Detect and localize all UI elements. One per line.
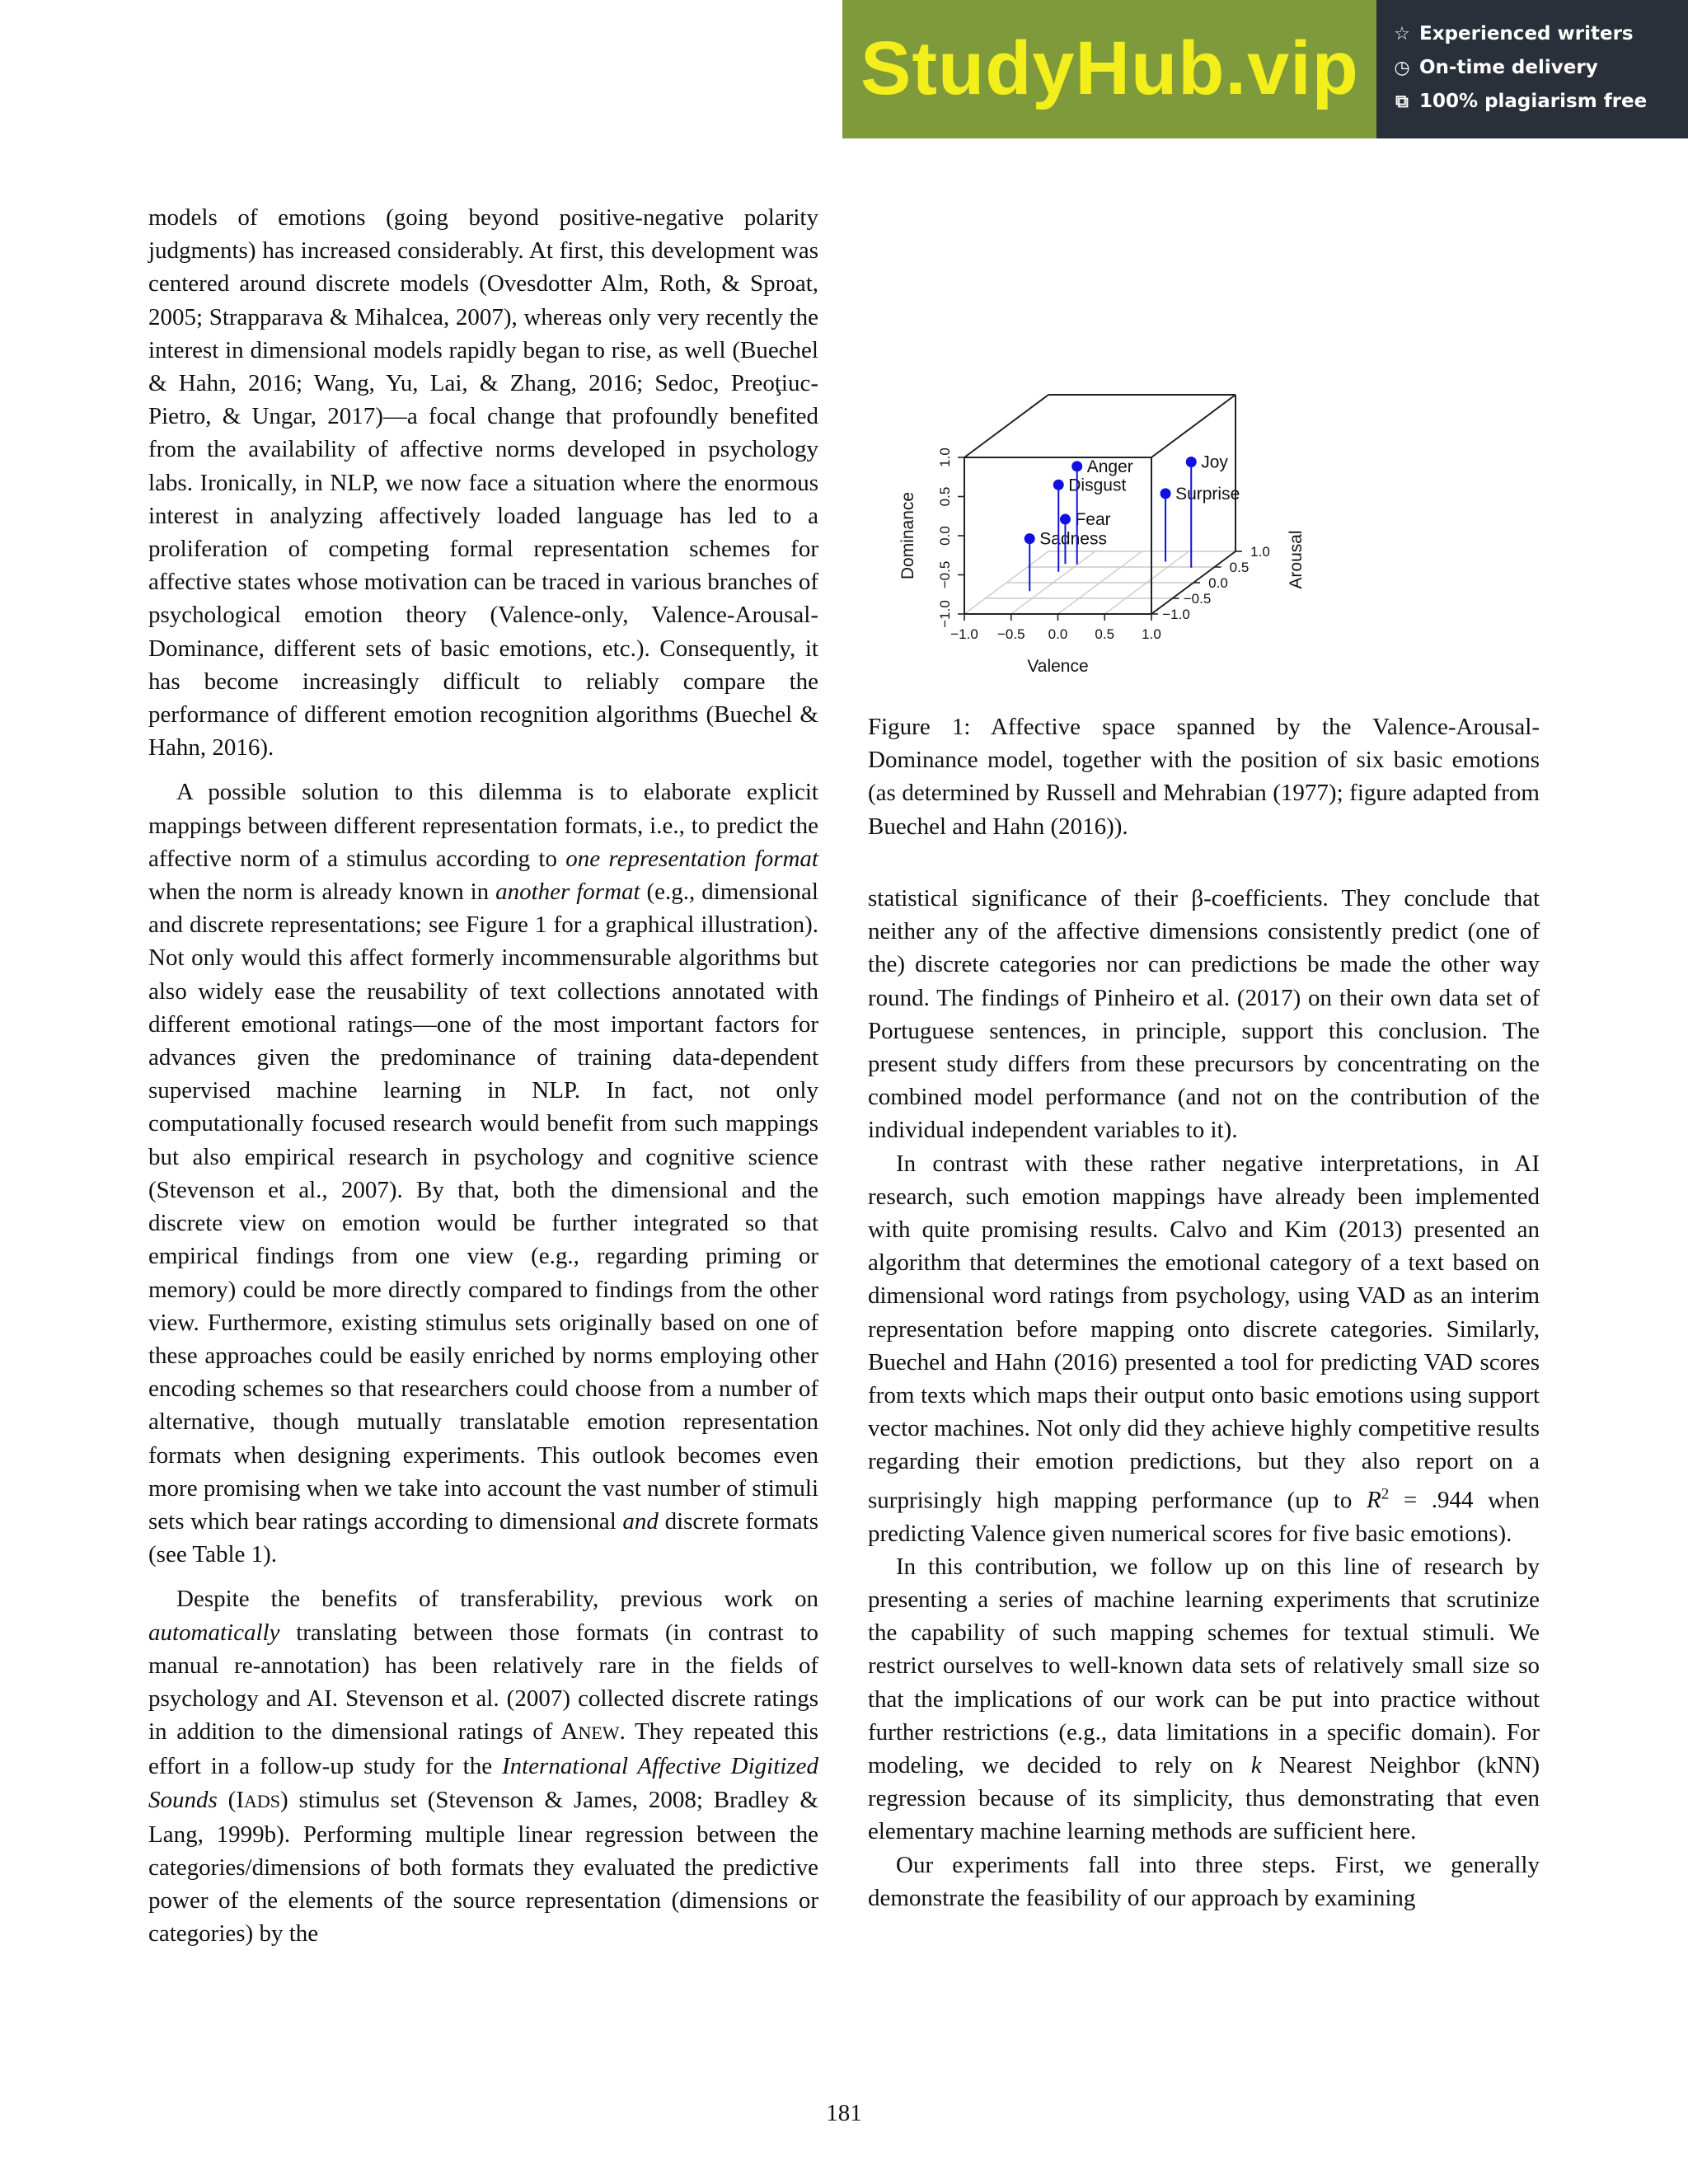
star-icon: ☆ xyxy=(1394,23,1410,45)
paragraph-text: In contrast with these rather negative interpretations, in AI research, such emotion mappings have already been implemented with quite promising results. Calvo and Kim (2013) presented an algorithm that determines the emotional category of a text based on dimensional word ratings from psychology, using VAD as an interim representation before mapping onto discrete categories. Similarly, Buechel and Hahn (2016) presented a tool for predicting VAD scores from texts which maps their output onto basic emotions using support vector machines. Not only did they achieve highly competitive results regarding their emotion predictions, but they also report on a surprisingly high mapping performance (up to xyxy=(868,1150,1540,1514)
data-point xyxy=(1186,457,1197,467)
data-point xyxy=(1160,488,1171,499)
x-tick-label: 1.0 xyxy=(1142,626,1161,642)
paragraph-text: . They repeated this effort in a follow-up study for the xyxy=(148,1718,818,1780)
paragraph-text: In this contribution, we follow up on this line of research by presenting a series of machine learning experiments that scrutinize the capability of such mapping schemes for textual stimuli. We restrict ourselves to well-known data sets of relatively small size so that the implications of our work can be put into practice without further restrictions (e.g., data limitations in a specific domain). For modeling, we decided to rely on xyxy=(868,1553,1540,1779)
z-axis-title: Dominance xyxy=(898,491,917,580)
y-tick-label: −0.5 xyxy=(1183,591,1212,607)
data-label: Joy xyxy=(1201,452,1228,472)
small-caps-initial: A xyxy=(560,1718,579,1746)
x-tick-label: −1.0 xyxy=(950,626,978,642)
banner-logo: StudyHub.vip xyxy=(860,26,1359,110)
paragraph-text: statistical significance of their β-coefficients. They conclude that neither any of the affective dimensions consistently predict (one of the) discrete categories nor can predictions be made the other way round. The findings of Pinheiro et al. (2017) on their own data set of Portuguese sentences, in principle, support this conclusion. The present study differs from these precursors by concentrating on the combined model performance (and not on the contribution of the individual independent variables to it). xyxy=(868,885,1540,1144)
paragraph-text: discrete formats (see Table 1). xyxy=(148,1507,818,1568)
paragraph-text: ( xyxy=(217,1786,237,1813)
paragraph xyxy=(868,1550,1540,1849)
small-caps-rest: NEW xyxy=(578,1722,620,1744)
paragraph-text: translating between those formats (in contrast to manual re-annotation) has been relatively rare in the fields of psychology and AI. Stevenson et al. (2007) collected discrete ratings in addition to the dimensional ratings of xyxy=(148,1619,818,1746)
y-axis-title: Arousal xyxy=(1287,530,1306,589)
emphasis: another format xyxy=(495,879,640,906)
page-number: 181 xyxy=(826,2100,862,2126)
data-label: Surprise xyxy=(1175,484,1240,504)
paragraph xyxy=(148,776,818,1571)
data-label: Anger xyxy=(1086,457,1133,476)
paragraph xyxy=(868,1147,1540,1550)
small-caps-anew xyxy=(561,1718,620,1745)
emphasis: automatically xyxy=(148,1619,280,1646)
ad-banner[interactable] xyxy=(842,0,1688,138)
x-tick-label: −0.5 xyxy=(996,626,1025,642)
banner-feature-label: 100% plagiarism free xyxy=(1419,91,1648,112)
banner-logo-panel xyxy=(842,0,1376,138)
y-tick-label: −1.0 xyxy=(1162,607,1190,622)
math-value: = .944 xyxy=(1389,1487,1474,1514)
paragraph-text: Nearest Neighbor (kNN) regression because of its simplicity, thus demonstrating that even elementary machine learning methods are sufficient here. xyxy=(868,1751,1540,1845)
data-point xyxy=(1060,514,1071,525)
math-variable: R xyxy=(1367,1487,1381,1514)
math-r-squared xyxy=(1367,1487,1474,1513)
z-tick-label: 0.0 xyxy=(937,526,953,546)
paragraph-text: when the norm is already known in xyxy=(148,879,496,906)
paragraph-text: A possible solution to this dilemma is to elaborate explicit mappings between different representation formats, i.e., to predict the affective norm of a stimulus according to xyxy=(148,779,818,872)
banner-feature-item xyxy=(1393,91,1647,112)
left-column xyxy=(148,201,818,1951)
paragraph xyxy=(868,882,1540,1147)
banner-feature-item xyxy=(1393,57,1598,78)
box-edge xyxy=(1151,395,1236,457)
x-tick-label: 0.5 xyxy=(1095,626,1115,642)
small-caps-iads xyxy=(236,1787,280,1813)
data-point xyxy=(1053,480,1064,490)
data-label: Sadness xyxy=(1039,529,1107,549)
data-point xyxy=(1071,461,1082,471)
paragraph-text: when predicting Valence given numerical scores for five basic emotions). xyxy=(868,1487,1540,1547)
small-caps-rest: ADS xyxy=(243,1790,280,1811)
vad-3d-scatter-chart xyxy=(857,194,1550,688)
paragraph-text: ) stimulus set (Stevenson & James, 2008; Bradley & Lang, 1999b). Performing multiple linear regression between the categories/dimensions of both formats they evaluated the predictive power of the elements of the source representation (dimensions or categories) by the xyxy=(148,1786,818,1947)
z-tick-label: −0.5 xyxy=(937,560,953,589)
y-tick-label: 1.0 xyxy=(1250,544,1270,560)
data-label: Disgust xyxy=(1068,476,1127,495)
paragraph-text: (e.g., dimensional and discrete representations; see Figure 1 for a graphical illustration). Not only would this affect formerly incommensurable algorithms but also widely ease the reusability of text collections annotated with different emotional ratings—one of the most important factors for advances given the predominance of training data-dependent supervised machine learning in NLP. In fact, not only computationally focused research would benefit from such mappings but also empirical research in psychology and cognitive science (Stevenson et al., 2007). By that, both the dimensional and the discrete view on emotion would be further integrated so that empirical findings from one view (e.g., regarding priming or memory) could be more directly compared to findings from the other view. Furthermore, existing stimulus sets originally based on one of these approaches could be easily enriched by norms employing other encoding schemes so that researchers could choose from a number of alternative, though mutually translatable emotion representation formats when designing experiments. This outlook becomes even more promising when we take into account the vast number of stimuli sets which bear ratings according to dimensional xyxy=(148,879,818,1535)
copy-icon: ⧉ xyxy=(1395,91,1409,112)
paragraph xyxy=(868,1849,1540,1915)
figure-caption: Figure 1: Affective space spanned by the Valence-Arousal-Dominance model, together with the position of six basic emotions (as determined by Russell and Mehrabian (1977); figure adapted from Buechel and Hahn (2016)). xyxy=(868,714,1540,840)
figure-1 xyxy=(857,194,1550,688)
small-caps-initial: I xyxy=(236,1786,244,1813)
paragraph-text: Our experiments fall into three steps. First, we generally demonstrate the feasibility of our approach by examining xyxy=(868,1851,1540,1911)
paragraph-text: models of emotions (going beyond positive-negative polarity judgments) has increased considerably. At first, this development was centered around discrete models (Ovesdotter Alm, Roth, & Sproat, 2005; Strapparava & Mihalcea, 2007), whereas only very recently the interest in dimensional models rapidly began to rise, as well (Buechel & Hahn, 2016; Wang, Yu, Lai, & Zhang, 2016; Sedoc, Preoţiuc-Pietro, & Ungar, 2017)—a focal change that profoundly benefited from the availability of affective norms developed in psychology labs. Ironically, in NLP, we now face a situation where the enormous interest in analyzing affectively loaded language has led to a proliferation of competing formal representation schemes for affective states whose motivation can be traced in various branches of psychological emotion theory (Valence-only, Valence-Arousal-Dominance, different sets of basic emotions, etc.). Consequently, it has become increasingly difficult to reliably compare the performance of different emotion recognition algorithms (Buechel & Hahn, 2016). xyxy=(148,204,818,762)
banner-feature-item xyxy=(1393,23,1634,45)
z-tick-label: 0.5 xyxy=(937,486,953,507)
emphasis: k xyxy=(1250,1751,1262,1779)
banner-feature-label: On-time delivery xyxy=(1419,57,1598,78)
right-column xyxy=(868,882,1540,1915)
y-tick-label: 0.0 xyxy=(1208,575,1228,591)
math-superscript: 2 xyxy=(1381,1485,1390,1503)
paragraph-text: Despite the benefits of transferability, previous work on xyxy=(176,1586,818,1613)
banner-feature-label: Experienced writers xyxy=(1419,23,1634,45)
emphasis: and xyxy=(622,1507,659,1535)
x-axis-title: Valence xyxy=(1027,657,1089,676)
clock-icon: ◷ xyxy=(1394,57,1410,78)
paragraph xyxy=(148,201,818,764)
x-tick-label: 0.0 xyxy=(1048,626,1068,642)
emphasis: one representation format xyxy=(565,845,818,872)
y-tick-label: 0.5 xyxy=(1229,560,1250,575)
z-tick-label: −1.0 xyxy=(937,600,953,628)
box-edge xyxy=(964,395,1048,457)
data-point xyxy=(1025,533,1035,544)
z-tick-label: 1.0 xyxy=(937,448,953,467)
banner-features-panel xyxy=(1376,0,1688,138)
data-label: Fear xyxy=(1075,510,1111,530)
paragraph xyxy=(148,1582,818,1950)
emphasis: International Affective Digitized Sounds xyxy=(148,1753,818,1813)
